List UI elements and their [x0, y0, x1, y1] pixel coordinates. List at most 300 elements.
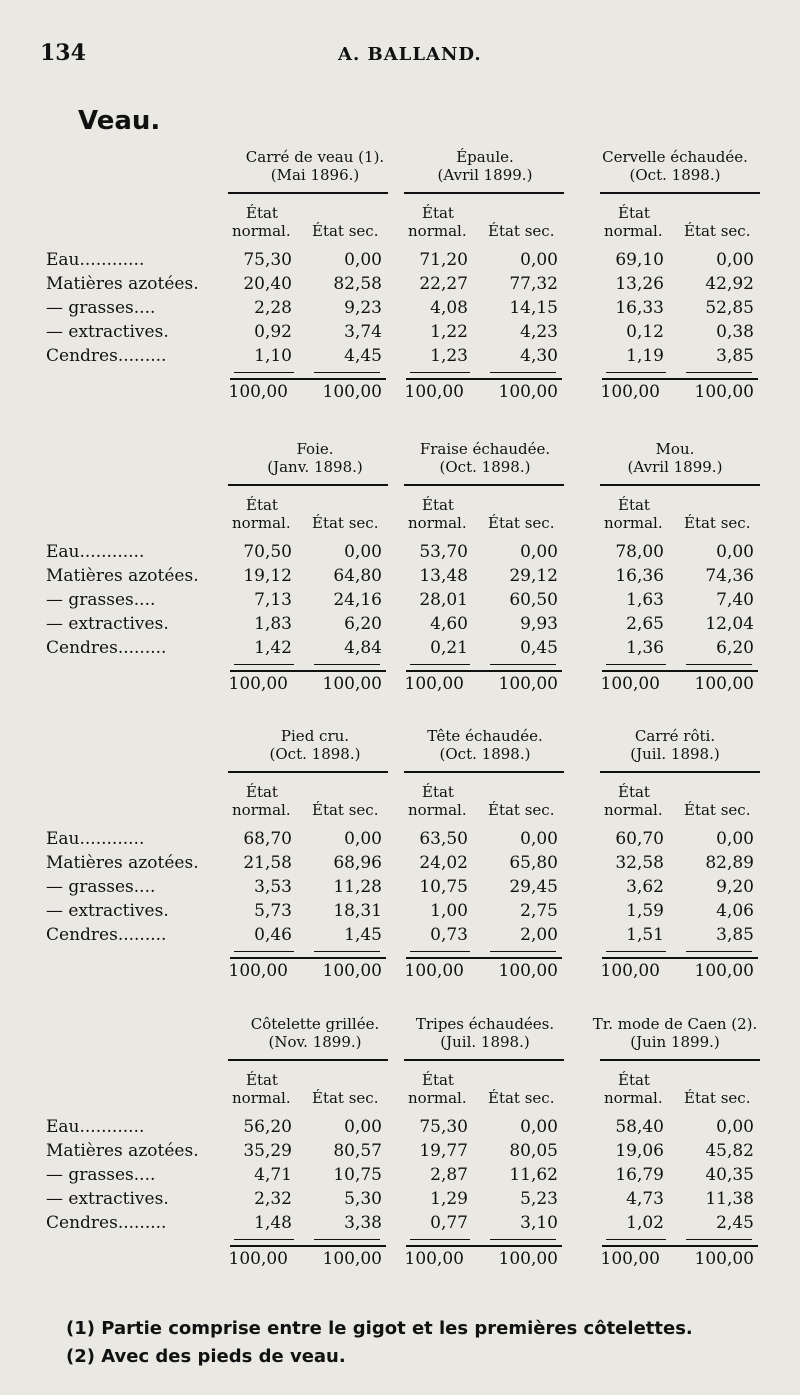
column-brace-rule [600, 1059, 760, 1061]
subheader-etat: État [618, 496, 650, 514]
value-normal: 19,12 [243, 566, 292, 586]
value-dry: 3,85 [716, 925, 754, 945]
value-normal: 4,60 [430, 614, 468, 634]
value-dry: 3,74 [344, 322, 382, 342]
subheader-etat: État [246, 783, 278, 801]
total-normal: 100,00 [228, 382, 288, 402]
column-name: Tripes échaudées. [415, 1015, 555, 1033]
column-brace-rule [404, 1059, 564, 1061]
sum-rule [686, 664, 752, 665]
value-dry: 4,23 [520, 322, 558, 342]
value-dry: 3,85 [716, 346, 754, 366]
value-normal: 5,73 [254, 901, 292, 921]
value-dry: 6,20 [716, 638, 754, 658]
total-normal: 100,00 [228, 961, 288, 981]
column-brace-rule [600, 192, 760, 194]
column-brace-rule [404, 192, 564, 194]
value-normal: 22,27 [419, 274, 468, 294]
table-block [0, 1015, 800, 1305]
row-label-text: Eau [46, 1117, 80, 1137]
total-rule [230, 1245, 386, 1247]
column-name: Mou. [655, 440, 695, 458]
value-dry: 80,05 [509, 1141, 558, 1161]
column-name: Épaule. [456, 148, 514, 166]
value-dry: 77,32 [509, 274, 558, 294]
row-label [46, 853, 199, 873]
value-dry: 9,93 [520, 614, 558, 634]
sum-rule [234, 372, 294, 373]
value-dry: 0,45 [520, 638, 558, 658]
subheader-sec: État sec. [684, 514, 751, 532]
subheader-sec: État sec. [684, 801, 751, 819]
value-normal: 1,48 [254, 1213, 292, 1233]
row-label-text: — grasses [46, 877, 134, 897]
column-date: (Janv. 1898.) [267, 458, 363, 476]
value-normal: 1,10 [254, 346, 292, 366]
row-label-text: Eau [46, 829, 80, 849]
subheader-sec: État sec. [488, 514, 555, 532]
value-dry: 29,12 [509, 566, 558, 586]
row-label-text: Matières azotées. [46, 566, 199, 586]
row-label [46, 925, 166, 945]
value-normal: 0,21 [430, 638, 468, 658]
total-rule [602, 957, 758, 959]
value-normal: 0,73 [430, 925, 468, 945]
value-dry: 24,16 [333, 590, 382, 610]
subheader-etat: État [246, 204, 278, 222]
sum-rule [490, 664, 556, 665]
value-dry: 74,36 [705, 566, 754, 586]
row-label [46, 877, 155, 897]
subheader-etat: État [618, 783, 650, 801]
column-name: Cervelle échaudée. [602, 148, 748, 166]
row-label-text: — extractives. [46, 901, 169, 921]
total-rule [602, 670, 758, 672]
sum-rule [314, 372, 380, 373]
row-label-text: Eau [46, 250, 80, 270]
sum-rule [234, 951, 294, 952]
column-date: (Juil. 1898.) [440, 1033, 530, 1051]
row-label [46, 590, 155, 610]
value-normal: 0,12 [626, 322, 664, 342]
column-date: (Avril 1899.) [627, 458, 723, 476]
leader-dots: ............ [79, 542, 145, 562]
sum-rule [314, 664, 380, 665]
value-dry: 0,38 [716, 322, 754, 342]
value-dry: 52,85 [705, 298, 754, 318]
sum-rule [410, 951, 470, 952]
column-name: Foie. [296, 440, 334, 458]
total-dry: 100,00 [694, 674, 754, 694]
value-normal: 78,00 [615, 542, 664, 562]
column-date: (Juin 1899.) [630, 1033, 720, 1051]
value-normal: 1,02 [626, 1213, 664, 1233]
value-dry: 2,45 [716, 1213, 754, 1233]
sum-rule [686, 372, 752, 373]
sum-rule [234, 664, 294, 665]
value-normal: 16,36 [615, 566, 664, 586]
subheader-normal: normal. [408, 801, 467, 819]
column-brace-rule [228, 484, 388, 486]
value-dry: 3,38 [344, 1213, 382, 1233]
row-label [46, 298, 155, 318]
total-rule [406, 378, 562, 380]
table-block [0, 727, 800, 1017]
value-normal: 2,65 [626, 614, 664, 634]
value-normal: 69,10 [615, 250, 664, 270]
value-dry: 2,00 [520, 925, 558, 945]
value-normal: 63,50 [419, 829, 468, 849]
value-normal: 4,71 [254, 1165, 292, 1185]
subheader-etat: État [246, 496, 278, 514]
sum-rule [314, 1239, 380, 1240]
subheader-sec: État sec. [312, 1089, 379, 1107]
value-dry: 0,00 [716, 1117, 754, 1137]
total-rule [406, 670, 562, 672]
total-dry: 100,00 [498, 1249, 558, 1269]
value-normal: 4,08 [430, 298, 468, 318]
value-dry: 9,20 [716, 877, 754, 897]
value-normal: 20,40 [243, 274, 292, 294]
subheader-sec: État sec. [312, 801, 379, 819]
value-dry: 18,31 [333, 901, 382, 921]
value-dry: 0,00 [344, 1117, 382, 1137]
value-normal: 1,51 [626, 925, 664, 945]
subheader-sec: État sec. [488, 801, 555, 819]
value-dry: 65,80 [509, 853, 558, 873]
value-normal: 1,22 [430, 322, 468, 342]
total-normal: 100,00 [404, 1249, 464, 1269]
row-label-text: Eau [46, 542, 80, 562]
row-label-text: — extractives. [46, 1189, 169, 1209]
value-dry: 68,96 [333, 853, 382, 873]
total-dry: 100,00 [694, 382, 754, 402]
column-name: Pied cru. [280, 727, 350, 745]
column-name: Tête échaudée. [427, 727, 543, 745]
value-normal: 19,06 [615, 1141, 664, 1161]
row-label [46, 1165, 155, 1185]
total-normal: 100,00 [228, 674, 288, 694]
total-normal: 100,00 [600, 961, 660, 981]
row-label [46, 346, 166, 366]
value-normal: 75,30 [243, 250, 292, 270]
total-normal: 100,00 [404, 674, 464, 694]
value-dry: 6,20 [344, 614, 382, 634]
value-dry: 10,75 [333, 1165, 382, 1185]
column-name: Tr. mode de Caen (2). [592, 1015, 758, 1033]
subheader-normal: normal. [604, 514, 663, 532]
row-label [46, 638, 166, 658]
value-dry: 0,00 [344, 542, 382, 562]
column-date: (Oct. 1898.) [439, 458, 531, 476]
value-dry: 60,50 [509, 590, 558, 610]
sum-rule [490, 372, 556, 373]
column-date: (Oct. 1898.) [629, 166, 721, 184]
table-block [0, 440, 800, 730]
value-dry: 82,58 [333, 274, 382, 294]
row-label-text: — extractives. [46, 614, 169, 634]
sum-rule [686, 951, 752, 952]
column-date: (Oct. 1898.) [269, 745, 361, 763]
subheader-normal: normal. [408, 1089, 467, 1107]
value-dry: 7,40 [716, 590, 754, 610]
value-normal: 75,30 [419, 1117, 468, 1137]
row-label-text: Matières azotées. [46, 1141, 199, 1161]
row-label [46, 1189, 169, 1209]
value-dry: 40,35 [705, 1165, 754, 1185]
value-normal: 13,26 [615, 274, 664, 294]
row-label-text: — extractives. [46, 322, 169, 342]
sum-rule [490, 951, 556, 952]
subheader-normal: normal. [408, 514, 467, 532]
value-normal: 56,20 [243, 1117, 292, 1137]
column-brace-rule [600, 484, 760, 486]
value-dry: 4,30 [520, 346, 558, 366]
subheader-normal: normal. [408, 222, 467, 240]
value-normal: 58,40 [615, 1117, 664, 1137]
value-normal: 3,62 [626, 877, 664, 897]
sum-rule [606, 951, 666, 952]
value-normal: 13,48 [419, 566, 468, 586]
row-label-text: Matières azotées. [46, 853, 199, 873]
column-name: Carré de veau (1). [245, 148, 385, 166]
value-dry: 11,38 [705, 1189, 754, 1209]
value-normal: 35,29 [243, 1141, 292, 1161]
total-normal: 100,00 [228, 1249, 288, 1269]
value-normal: 19,77 [419, 1141, 468, 1161]
value-normal: 7,13 [254, 590, 292, 610]
subheader-normal: normal. [604, 801, 663, 819]
leader-dots: ............ [79, 250, 145, 270]
value-dry: 4,84 [344, 638, 382, 658]
column-brace-rule [228, 192, 388, 194]
total-dry: 100,00 [322, 382, 382, 402]
value-dry: 0,00 [716, 542, 754, 562]
subheader-sec: État sec. [488, 1089, 555, 1107]
value-normal: 32,58 [615, 853, 664, 873]
value-normal: 0,92 [254, 322, 292, 342]
subheader-etat: État [422, 783, 454, 801]
sum-rule [686, 1239, 752, 1240]
column-brace-rule [228, 1059, 388, 1061]
value-dry: 4,06 [716, 901, 754, 921]
total-dry: 100,00 [694, 961, 754, 981]
total-dry: 100,00 [322, 674, 382, 694]
value-dry: 82,89 [705, 853, 754, 873]
subheader-sec: État sec. [312, 222, 379, 240]
total-normal: 100,00 [600, 1249, 660, 1269]
sum-rule [410, 664, 470, 665]
column-brace-rule [600, 771, 760, 773]
total-dry: 100,00 [322, 961, 382, 981]
value-normal: 4,73 [626, 1189, 664, 1209]
row-label-text: Cendres [46, 346, 118, 366]
value-dry: 45,82 [705, 1141, 754, 1161]
value-normal: 2,32 [254, 1189, 292, 1209]
row-label [46, 566, 199, 586]
page-number: 134 [40, 40, 86, 66]
value-dry: 0,00 [344, 829, 382, 849]
row-label [46, 542, 144, 562]
subheader-sec: État sec. [684, 222, 751, 240]
leader-dots: .... [133, 1165, 156, 1185]
value-normal: 53,70 [419, 542, 468, 562]
value-dry: 11,62 [509, 1165, 558, 1185]
total-rule [406, 1245, 562, 1247]
row-label-text: Cendres [46, 638, 118, 658]
value-normal: 21,58 [243, 853, 292, 873]
leader-dots: .... [133, 877, 156, 897]
section-title: Veau. [78, 106, 161, 136]
row-label [46, 1141, 199, 1161]
total-rule [602, 1245, 758, 1247]
total-rule [406, 957, 562, 959]
value-normal: 3,53 [254, 877, 292, 897]
column-name: Fraise échaudée. [419, 440, 551, 458]
value-dry: 5,30 [344, 1189, 382, 1209]
value-dry: 9,23 [344, 298, 382, 318]
value-normal: 10,75 [419, 877, 468, 897]
row-label-text: — grasses [46, 1165, 134, 1185]
value-normal: 71,20 [419, 250, 468, 270]
value-dry: 3,10 [520, 1213, 558, 1233]
value-dry: 14,15 [509, 298, 558, 318]
leader-dots: .... [133, 590, 156, 610]
total-dry: 100,00 [498, 674, 558, 694]
value-normal: 1,63 [626, 590, 664, 610]
subheader-etat: État [618, 204, 650, 222]
value-normal: 1,42 [254, 638, 292, 658]
leader-dots: ............ [79, 829, 145, 849]
row-label [46, 1213, 166, 1233]
total-rule [230, 670, 386, 672]
running-title: A. BALLAND. [338, 44, 482, 65]
value-normal: 0,77 [430, 1213, 468, 1233]
footnote-2: (2) Avec des pieds de veau. [66, 1346, 346, 1367]
row-label-text: — grasses [46, 590, 134, 610]
subheader-normal: normal. [232, 222, 291, 240]
row-label-text: Cendres [46, 1213, 118, 1233]
footnote-1: (1) Partie comprise entre le gigot et les premières côtelettes. [66, 1318, 693, 1339]
value-dry: 64,80 [333, 566, 382, 586]
value-dry: 0,00 [520, 542, 558, 562]
column-date: (Juil. 1898.) [630, 745, 720, 763]
value-dry: 0,00 [716, 250, 754, 270]
total-rule [602, 378, 758, 380]
sum-rule [606, 372, 666, 373]
sum-rule [606, 664, 666, 665]
total-normal: 100,00 [404, 961, 464, 981]
value-normal: 1,00 [430, 901, 468, 921]
row-label-text: Cendres [46, 925, 118, 945]
sum-rule [490, 1239, 556, 1240]
subheader-normal: normal. [232, 801, 291, 819]
column-brace-rule [404, 484, 564, 486]
total-normal: 100,00 [600, 382, 660, 402]
value-dry: 0,00 [520, 1117, 558, 1137]
row-label [46, 274, 199, 294]
leader-dots: ......... [117, 346, 167, 366]
sum-rule [314, 951, 380, 952]
row-label [46, 250, 144, 270]
subheader-normal: normal. [604, 1089, 663, 1107]
column-date: (Avril 1899.) [437, 166, 533, 184]
sum-rule [410, 1239, 470, 1240]
total-dry: 100,00 [694, 1249, 754, 1269]
sum-rule [234, 1239, 294, 1240]
column-date: (Mai 1896.) [270, 166, 360, 184]
value-normal: 68,70 [243, 829, 292, 849]
column-date: (Oct. 1898.) [439, 745, 531, 763]
value-dry: 0,00 [520, 829, 558, 849]
subheader-normal: normal. [232, 514, 291, 532]
column-name: Carré rôti. [634, 727, 716, 745]
subheader-sec: État sec. [312, 514, 379, 532]
value-normal: 1,29 [430, 1189, 468, 1209]
column-name: Côtelette grillée. [250, 1015, 380, 1033]
subheader-etat: État [422, 204, 454, 222]
value-normal: 1,59 [626, 901, 664, 921]
subheader-etat: État [422, 496, 454, 514]
subheader-etat: État [246, 1071, 278, 1089]
table-block [0, 148, 800, 438]
column-brace-rule [404, 771, 564, 773]
subheader-sec: État sec. [488, 222, 555, 240]
total-dry: 100,00 [498, 382, 558, 402]
subheader-normal: normal. [604, 222, 663, 240]
sum-rule [410, 372, 470, 373]
row-label-text: — grasses [46, 298, 134, 318]
value-normal: 28,01 [419, 590, 468, 610]
value-normal: 60,70 [615, 829, 664, 849]
row-label [46, 829, 144, 849]
row-label-text: Matières azotées. [46, 274, 199, 294]
row-label [46, 614, 169, 634]
value-dry: 42,92 [705, 274, 754, 294]
value-dry: 0,00 [716, 829, 754, 849]
value-dry: 29,45 [509, 877, 558, 897]
value-normal: 24,02 [419, 853, 468, 873]
value-normal: 2,87 [430, 1165, 468, 1185]
value-dry: 1,45 [344, 925, 382, 945]
value-normal: 2,28 [254, 298, 292, 318]
value-dry: 5,23 [520, 1189, 558, 1209]
value-dry: 0,00 [520, 250, 558, 270]
value-normal: 1,23 [430, 346, 468, 366]
row-label [46, 322, 169, 342]
value-dry: 11,28 [333, 877, 382, 897]
value-normal: 16,79 [615, 1165, 664, 1185]
subheader-etat: État [618, 1071, 650, 1089]
column-date: (Nov. 1899.) [268, 1033, 362, 1051]
value-dry: 0,00 [344, 250, 382, 270]
value-dry: 80,57 [333, 1141, 382, 1161]
value-normal: 1,36 [626, 638, 664, 658]
total-rule [230, 378, 386, 380]
leader-dots: ......... [117, 925, 167, 945]
value-normal: 16,33 [615, 298, 664, 318]
sum-rule [606, 1239, 666, 1240]
subheader-etat: État [422, 1071, 454, 1089]
row-label [46, 901, 169, 921]
total-rule [230, 957, 386, 959]
value-normal: 0,46 [254, 925, 292, 945]
value-dry: 4,45 [344, 346, 382, 366]
value-normal: 1,19 [626, 346, 664, 366]
leader-dots: ............ [79, 1117, 145, 1137]
total-dry: 100,00 [498, 961, 558, 981]
value-dry: 2,75 [520, 901, 558, 921]
